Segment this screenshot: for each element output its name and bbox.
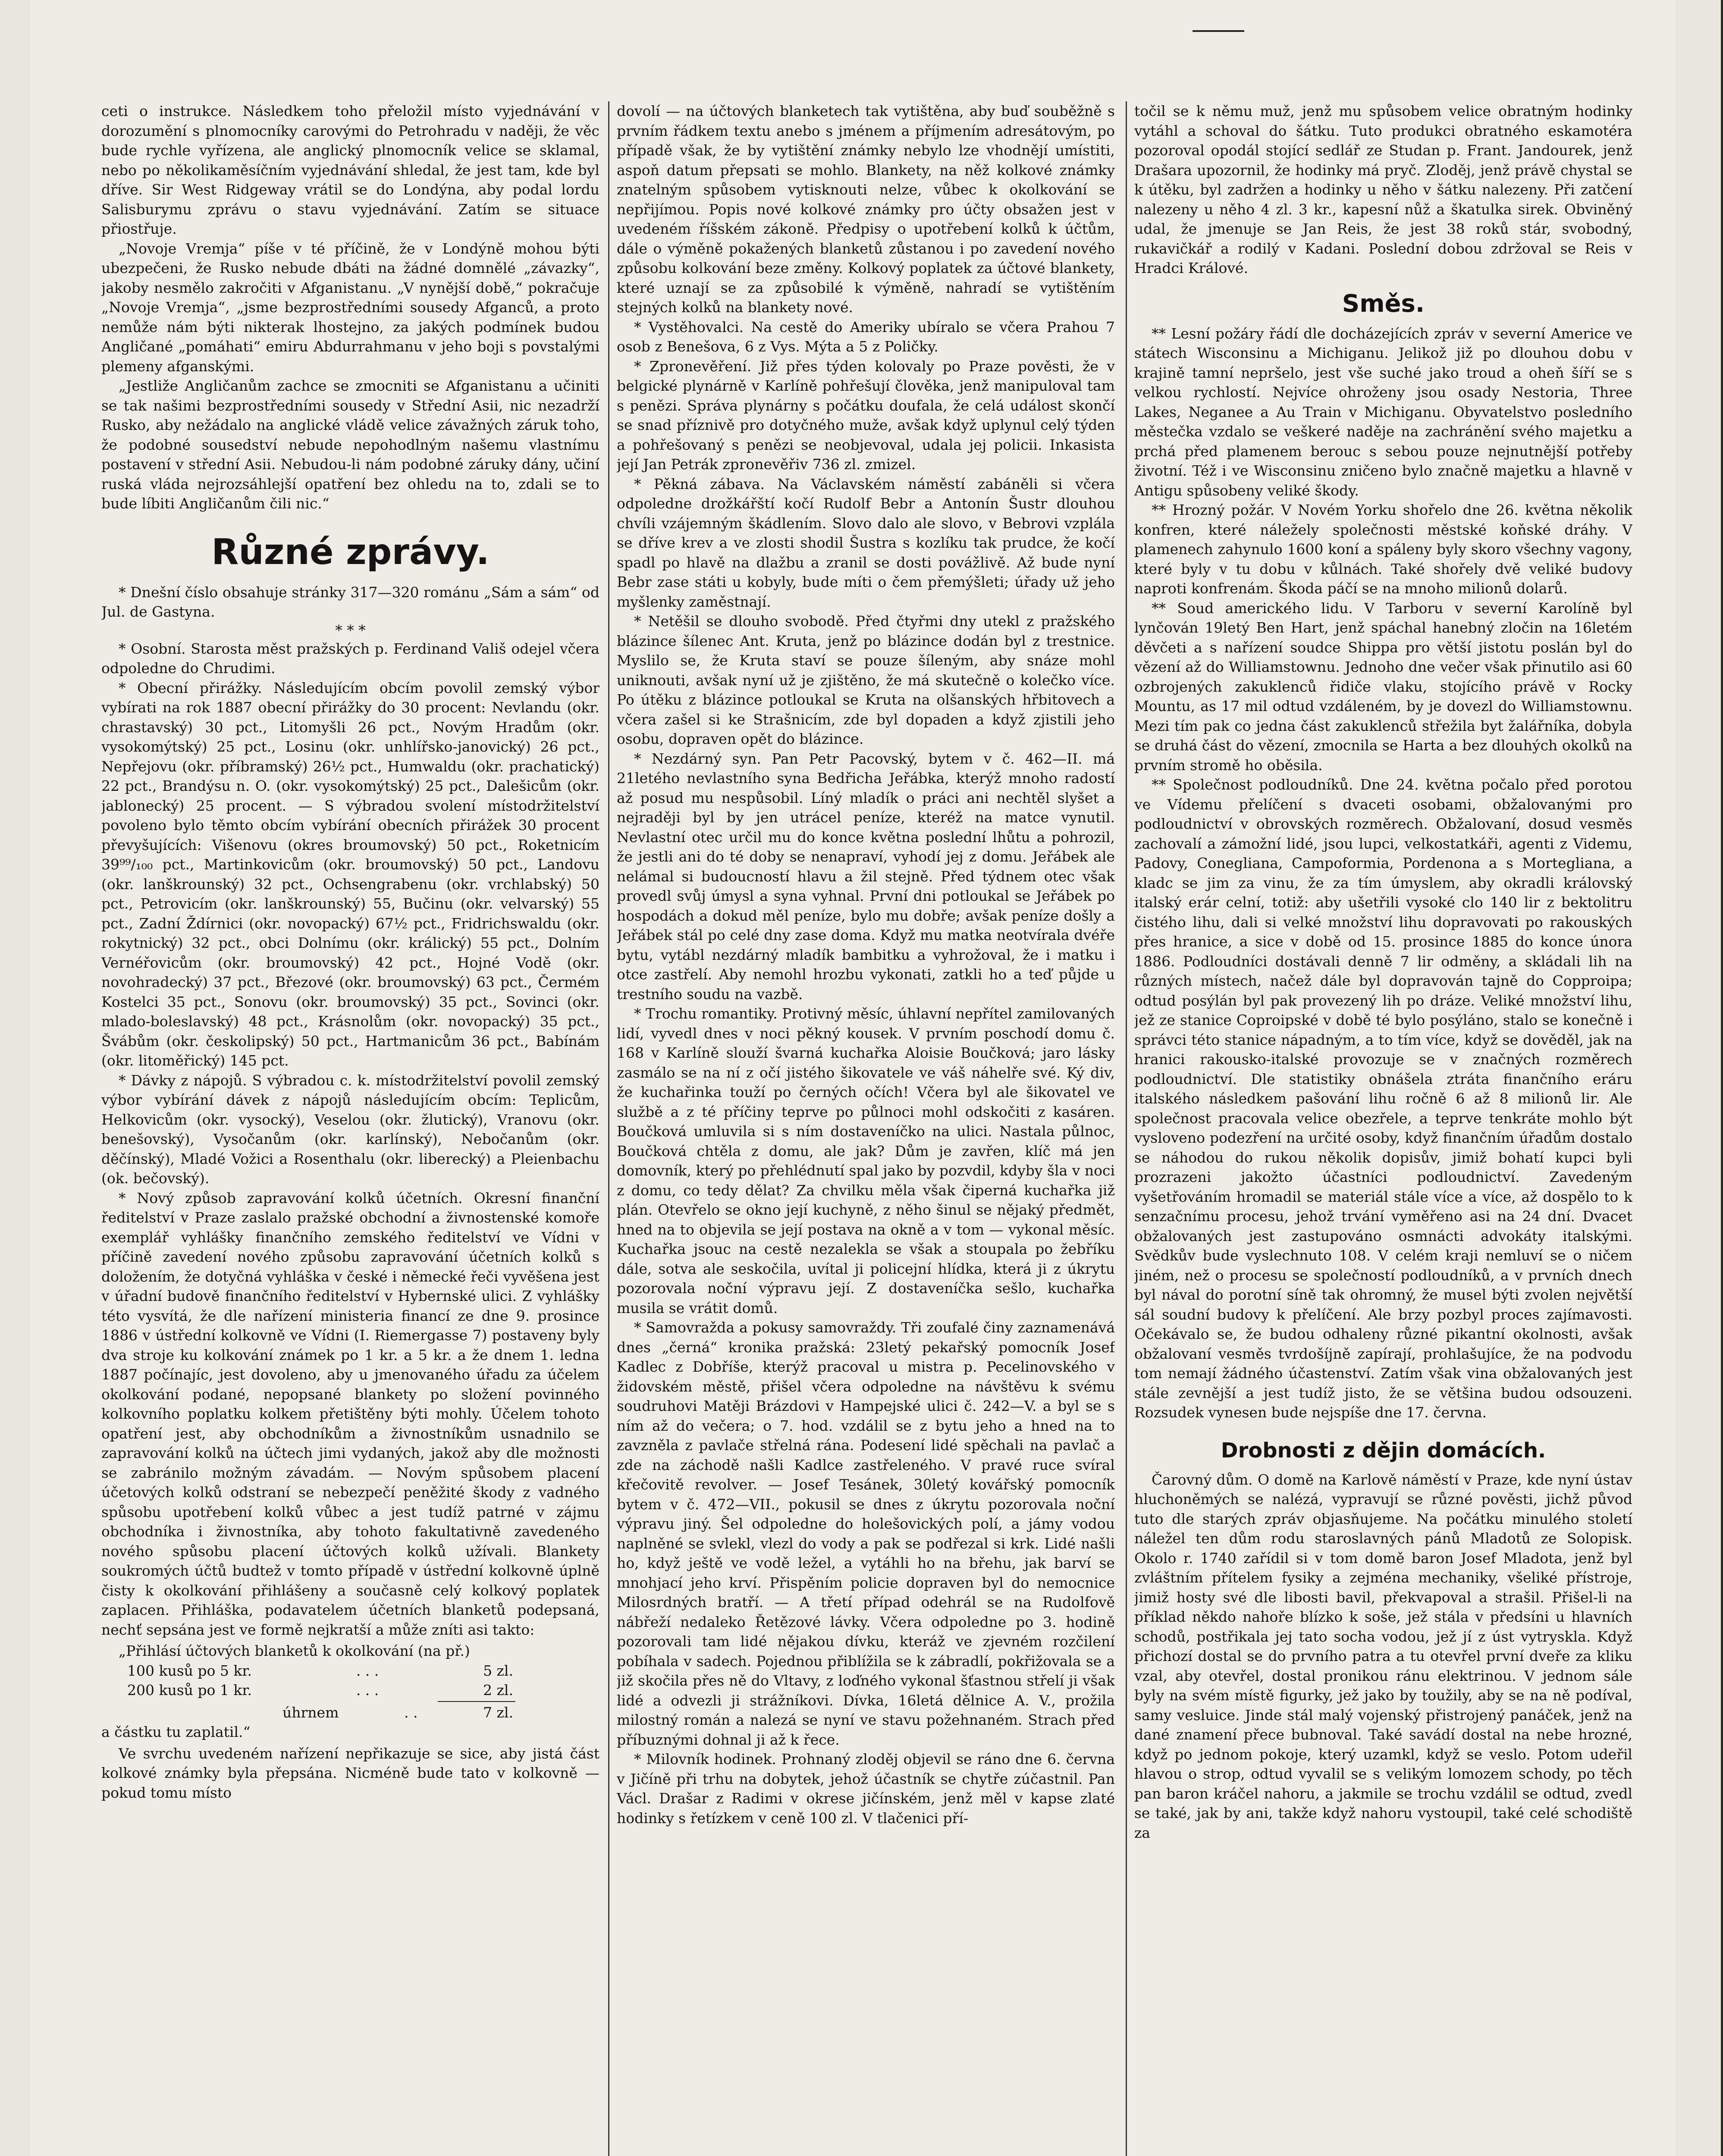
row-dots: . . . (356, 1682, 379, 1698)
separator-stars: * * * (335, 621, 366, 639)
column-divider (608, 101, 609, 2156)
paragraph: ceti o instrukce. Následkem toho přeložil místo vyjednávání v dorozumění s plnomocníky carovými do Petrohradu v naději, že věc bude rychle vyřízena, ale anglický plnomocník velice se sklamal, nebo po několikaměsíčním vyjednávání shledal, že jest tam, kde byl dříve. Sir West Ridgeway vrátil se do Londýna, aby podal lordu Salisburymu zprávu o stavu vyjednávání. Zatím se situace přiostřuje. (101, 103, 599, 237)
section-heading-smes: Směs. (1342, 289, 1425, 318)
page-edge (1721, 0, 1723, 2156)
row-value: 5 zl. (483, 1662, 513, 1679)
intro-note: * Dnešní číslo obsahuje stránky 317—320 románu „Sám a sám“ od Jul. de Gastyna. (101, 583, 599, 620)
news-item: ** Hrozný požár. V Novém Yorku shořelo dne 26. května několik konfren, které náležely společnosti městské koňské dráhy. V plamenech zahynulo 1600 koní a spáleny byly skoro všechny vagony, které byly v tu dobu v kůlnách. Také shořely dvě veliké budovy naproti konfrenám. Škoda páčí se na mnoho milionů dolarů. (1134, 501, 1632, 597)
news-item: * Nezdárný syn. Pan Petr Pacovský, bytem v č. 462—II. má 21letého nevlastního syna Bedřicha Jeřábka, kterýž mnoho radostí až posud mu nespůsobil. Líný mladík o práci ani nechtěl slyšet a nejraději byl by jen utrácel peníze, kteréž na matce vynutil. Nevlastní otec určil mu do konce května poslední lhůtu a pohrozil, že jestli ani do té doby se nenapraví, vyhodí jej z domu. Jeřábek ale nelámal si budoucností hlavu a žil stejně. Před týdnem otec však provedl svůj úmysl a syna vyhnal. První dni potloukal se Jeřábek po hospodách a dokud měl peníze, bylo mu dobře; avšak peníze došly a Jeřábek stál po celé dny zase doma. Když mu matka neotvírala dvéře bytu, vytábl nezdárný mladík bambitku a vyhrožoval, že i matku i otce zastřelí. Aby nemohl hrozbu vykonati, zatkli ho a teď půjde u trestního soudu na vazbě. (617, 750, 1115, 1003)
table-row (101, 1661, 599, 1681)
news-item: * Dávky z nápojů. S výbradou c. k. místodržitelství povolil zemský výbor vybírání dávek z nápojů následujícím obcím: Teplicům, Helkovicům (okr. vysocký), Veselou (okr. žlutický), Vranovu (okr. benešovský), Vysočanům (okr. karlínský), Nebočanům (okr. děčínský), Mladé Vožici a Rosenthalu (okr. liberecký) a Pleienbachu (ok. bečovský). (101, 1072, 599, 1187)
column-3 (1134, 101, 1632, 2156)
news-item: * Milovník hodinek. Prohnaný zloděj objevil se ráno dne 6. června v Jičíně při trhu na dobytek, jehož účastník se chytře zúčastnil. Pan Václ. Drašar z Radimi v okrese jičínském, jenž měl v kapse zlaté hodinky s řetízkem v ceně 100 zl. V tlačenici pří- (617, 1751, 1115, 1827)
news-item: * Obecní přirážky. Následujícím obcím povolil zemský výbor vybírati na rok 1887 obecní přirážky do 30 procent: Nevlandu (okr. chrastavský) 30 pct., Litomyšli 26 pct., Novým Hradům (okr. vysokomýtský) 25 pct., Losinu (okr. unhlířsko-janovický) 26 pct., Nepřejovu (okr. příbramský) 26½ pct., Humwaldu (okr. prachatický) 22 pct., Brandýsu n. O. (okr. vysokomýtský) 25 pct., Dalešicům (okr. jablonecký) 25 procent. — S výbradou svolení místodržitelství povoleno bylo těmto obcím vybírání obecních přirážek 30 procent převyšujících: Višenovu (okres broumovský) 50 pct., Roketnicím 39⁹⁹/₁₀₀ pct., Martinkovicům (okr. broumovský) 50 pct., Landovu (okr. lanškrounský) 32 pct., Ochsengrabenu (okr. vrchlabský) 50 pct., Petrovicím (okr. lanškrounský) 55, Bučinu (okr. velvarský) 55 pct., Zadní Ždírnici (okr. novopacký) 67½ pct., Fridrichswaldu (okr. rokytnický) 32 pct., obci Dolnímu (okr. králický) 55 pct., Dolním Vernéřovicům (okr. broumovský) 42 pct., Hojné Vodě (okr. novohradecký) 37 pct., Březové (okr. broumovský) 63 pct., Čermém Kostelci 35 pct., Sonovu (okr. broumovský) 35 pct., Sovinci (okr. mlado-boleslavský) 48 pct., Krásnolům (okr. novopacký) 35 pct., Švábům (okr. českolipský) 50 pct., Hartmanicům 36 pct., Babínám (okr. litoměřický) 145 pct. (101, 679, 599, 1069)
news-item: * Zpronevěření. Již přes týden kolovaly po Praze pověsti, že v belgické plynárně v Karlíně pohřešují člověka, jenž manipuloval tam s penězi. Správa plynárny s počátku doufala, že celá událost skončí se snad příznivě pro dotyčného muže, avšak když uplynul celý týden a pohřešovaný s penězi se neobjevoval, udala jej policii. Inkasista její Jan Petrák zpronevěřiv 736 zl. zmizel. (617, 357, 1115, 473)
table-title: „Přihlásí účtových blanketů k okolkování (na př.) (119, 1642, 470, 1659)
news-item: ** Společnost podloudníků. Dne 24. května počalo před porotou ve Vídemu přelíčení s dvaceti osobami, obžalovanými pro podloudnictví v obrovských rozměrech. Obžalovaní, dosud vesměs zachovalí a zámožní lidé, jsou lupci, velkostatkáři, agenti z Videmu, Padovy, Conegliana, Campoformia, Pordenona a s Morteglianа, a kladc se jim za vinu, že za tím úmyslem, aby okradli královský italský erár celní, totiž: aby ušetřili vysoké clo 140 lir z bektolitru čistého lihu, dali si velké množství lihu dopravovati po rakouských přes hranice, a sice v době od 15. prosince 1885 do konce února 1886. Podloudníci dostávali denně 7 lir odměny, a skládali lih na různých místech, načež dále byl dopravován tajně do Copproipa; odtud posýlán byl pak provezený lih po dráze. Veliké množství lihu, jež ze stanice Coproipské v době té bylo posýláno, stalo se konečně i správci této stanice nápadným, a to tím více, když se dověděl, jak na hranici rakousko-italské provozuje se v značných rozměrech podloudnictví. Dle statistiky obnášela ztráta finančního eráru italského následkem pašování lihu ročně 6 až 8 milionů lir. Ale společnost pracovala velice obezřele, a teprve tenkráte mohlo být vysloveno podezření na určité osoby, když finančním úřadům dostalo se náhodou do rukou několik dopisův, jimiž bohatí kupci byli prozrazeni jakožto účastníci podloudnictví. Zavedeným vyšetřováním hromadil se materiál stále více a více, až dospělo to k senzačnímu procesu, jehož trvání vyměřeno asi na 24 dní. Dvacet obžalovaných jest zastupováno osmnácti advokáty italskými. Svědkův bude vyslechnuto 108. V celém kraji nemluví se o ničem jiném, než o procesu se společností podloudníků, a v prvních dnech byl nával do porotní síně tak ohromný, že musel býti zvolen největší sál soudní budovy k přelíčení. Ale brzy pozbyl proces zajímavosti. Očekávalo se, že budou odhaleny různé pikantní okolnosti, avšak obžalovaní vesměs tvrdošíjně zapírají, prohlašujíce, že na podvodu tom nemají žádného účastenství. Zatím však vina obžalovaných jest stále zevnější a jest tudíž jisto, že se většina budou odsouzeni. Rozsudek vynesen bude nejspíše dne 17. června. (1134, 776, 1632, 1421)
section-heading-ruzne-zpravy: Různé zprávy. (211, 531, 490, 573)
row-label: 200 kusů po 1 kr. (127, 1682, 252, 1698)
table-total (101, 1703, 599, 1723)
header-rule (1193, 30, 1244, 32)
paragraph: dovolí — na účtových blanketech tak vytištěna, aby buď souběžně s prvním řádkem textu anebo s jménem a příjmením adresátovým, po případě však, že by vytištění známky nebylo lze vhodnějí umístiti, aspoň datum přepsati se mohlo. Blankety, na něž kolkové známky znatelným spůsobem vytisknouti nelze, vůbec k okolkování se nepřijímou. Popis nové kolkové známky pro účty obsažen jest v uvedeném říšském zákoně. Předpisy o upotřebení kolků k účtům, dále o výměně pokažených blanketů zůstanou i po zavedení nového způsobu kolkování beze změny. Kolkový poplatek za účtové blankety, které uznají se za způsobilé k výměně, nahradí se vytištěním stejných kolků na blankety nové. (617, 103, 1115, 316)
column-2 (617, 101, 1115, 2156)
news-item: * Trochu romantiky. Protivný měsíc, úhlavní nepřítel zamilovaných lidí, vyvedl dnes v noci pěkný kousek. V prvním poschodí domu č. 168 v Karlíně slouží švarná kuchařka Aloisie Boučková; jaro lásky zasmálo se na ní z očí jistého šikovatele ve váš náhelře své. Ký div, že kuchařinka touží po černých očích! Včera byl ale šikovatel ve službě a z té příčiny teprve po půlnoci mohl odskočiti z kasáren. Boučková umluvila si s ním dostaveníčko na ulici. Nastala půlnoc, Boučková chtěla z domu, ale jak? Dům je zavřen, klíč má jen domovník, který po přehlédnutí spal jako by pozvdil, kdyby šla v noci z domu, co tedy dělat? Za chvilku měla však čiperná kuchařka již plán. Otevřelo se okno její kuchyně, z něho šinul se nějaký předmět, hned na to objevila se její postava na okně a v tom — vykonal měsíc. Kuchařka jsouc na cestě nezalekla se však a stoupala po žebříku dále, sotva ale seskočila, uvítal ji policejní hlídka, která ji z úkrytu pozorovala noční výpravu její. Z dostaveníčka sešlo, kuchařka musila se vrátit domů. (617, 1005, 1115, 1316)
total-label: úhrnem (282, 1704, 339, 1721)
row-dots: . . . (356, 1662, 379, 1679)
news-item: * Vystěhovalci. Na cestě do Ameriky ubíralo se včera Prahou 7 osob z Benešova, 6 z Vys. Mýta a 5 z Poličky. (617, 318, 1115, 355)
news-item: * Osobní. Starosta měst pražských p. Ferdinand Vališ odejel včera odpoledne do Chrudimi. (101, 640, 599, 677)
table-row (101, 1680, 599, 1700)
paragraph: „Novoje Vremja“ píše v té příčině, že v Londýně mohou býti ubezpečeni, že Rusko nebude dbáti na žádné domnělé „závazky“, jakoby nesmělo zakročiti v Afganistanu. „V nynější době,“ pokračuje „Novoje Vremja“, „jsme bezprostředními sousedy Afganců, a proto nemůže nám býti nikterak lhostejno, za jakých podmínek budou Angličané „pomáhati“ emiru Abdurrahmanu v jeho boji s povstalými plemeny afganskými. (101, 240, 599, 375)
paragraph: „Jestliže Angličanům zachce se zmocniti se Afganistanu a učiniti se tak našimi bezprostředními sousedy v Střední Asii, nic nezadrží Rusko, aby nežádalo na anglické vládě velice závažných záruk toho, že podobné sousedství nebude nepohodlným našemu vlastnímu postavení v střední Asii. Nebudou-li nám podobné záruky dány, učiní ruská vláda nejrozsáhlejší opatření bez ohledu na to, zdali se to bude líbiti Angličanům čili nic.“ (101, 377, 599, 512)
paragraph: Čarovný dům. O domě na Karlově náměstí v Praze, kde nyní ústav hluchoněmých se nalézá, vypravují se různé pověsti, jichž původ tuto dle starých zpráv objasňujeme. Na počátku minulého století náležel ten dům rodu staroslavných pánů Mladotů ze Solopisk. Okolo r. 1740 zařídil si v tom domě baron Josef Mladota, jenž byl zvláštním přítelem fysiky a zejména mechaniky, všeliké přístroje, jimiž hosty své dle libosti bavil, překvapoval a strašil. Přišel-li na příklad někdo nahoře blízko k soše, jež stála v předsíni u hlavních schodů, postřikala jej tato socha vodou, jež jí z úst vytryskla. Když přichozí dostal se do prvního patra a tu otevřel první dveře za kliku vzal, aby otevřel, dostal pronikou ránu elektrinou. V jednom sále byly na svém místě figurky, jež jako by toužily, aby se na ně podíval, samy vesluice. Jinde stál malý vojenský přistrojený panáček, jenž na dané znamení přece bubnoval. Také savádí dostal na nebe hrozné, když po jednom pokoje, který uzamkl, když se veslo. Potom udeřil hlavou o strop, odtud vyvalil se s velikým lomozem schody, po těch pan baron kráčel nahoru, a jakmile se trochu vzdálil se odtud, zvedl se také, jak by ani, takže když nahoru vystoupil, také celé schodiště za (1134, 1471, 1632, 1841)
text-columns (101, 101, 1632, 2156)
total-value: 7 zl. (483, 1704, 513, 1721)
news-item: ** Soud amerického lidu. V Tarboru v severní Karolíně byl lynčován 19letý Ben Hart, jenž spáchal hanebný zločin na 16letém děvčeti a s nařízení soudce Shippa pro větší jistotu poslán byl do vězení až do Williamstownu. Jednoho dne večer však přinutilo asi 60 ozbrojených zakuklenců řidiče vlaku, stojícího právě v Rocky Mountu, as 17 mil odtud vzdáleném, by je dovezl do Williamstownu. Mezi tím pak co jedna část zakuklenců střežila byt žalářníka, dobyla se druhá část do vězení, zmocnila se Harta a bez dlouhých okolků na prvním stromě ho oběsila. (1134, 599, 1632, 774)
column-divider (1126, 101, 1127, 2156)
row-value: 2 zl. (483, 1682, 513, 1698)
news-item: * Samovražda a pokusy samovraždy. Tři zoufalé činy zaznamenává dnes „černá“ kronika pražská: 23letý pekařský pomocník Josef Kadlec z Dobříše, kterýž pracoval u mistra p. Pecelinovského v židovském městě, přišel včera odpoledne na návštěvu k svému soudruhovi Matěji Brázdovi v Hampejské ulici č. 242—V. a byl se s ním až do večera; o 7. hod. vzdálil se z bytu jeho a hned na to zavzněla z pavlače střelná rána. Podesení lidé spěchali na pavlač a zde na záchodě našli Kadlce zastřeleného. V pravé ruce svíral křečovitě revolver. — Josef Tesánek, 30letý kovářský pomocník bytem v č. 472—VII., pokusil se dnes z úkrytu pozorovala noční výpravu jiný. Šel odpoledne do holešovických polí, a jámy vodou naplněné se svlekl, vlezl do vody a pak se podřezal si krk. Lidé našli ho, když ještě ve vodě ležel, a vytáhli ho na břehu, jak barví se mnohjací jeho krví. Přispěním policie dopraven byl do nemocnice Milosrdných bratří. — A třetí případ odehrál se na Rudolfově nábřeží nedaleko Řetězové lávky. Včera odpoledne po 3. hodině pozorovali tam lidé nějakou dívku, kteráž ve zjevném rozčilení pobíhala v sadech. Pojednou přiblížila se k zábradlí, pokřižovala se a již skočila přes ně do Vltavy, z loďného vykonal šťastnou střelí ji však lidé a odvezli ji strážníkovi. Dívka, 16letá dělnice A. V., prožila milostný román a nalezá se nyní ve stavu požehnaném. Strach před příbuznými dohnal ji až k řece. (617, 1319, 1115, 1748)
news-item: * Netěšil se dlouho svobodě. Před čtyřmi dny utekl z pražského blázince šílenec Ant. Kruta, jenž po blázince dodán byl z trestnice. Myslilo se, že Kruta staví se pouze šíleným, aby snáze mohl uniknouti, avšak nyní už je zjištěno, že má skutečně o kolečko více. Po útěku z blázince potloukal se Kruta na olšanských hřbitovech a včera zašel si ke Strašnicím, zde byl dopaden a když zjistili jeho osobu, dopraven opět do blázince. (617, 613, 1115, 747)
paragraph: Ve svrchu uvedeném nařízení nepřikazuje se sice, aby jistá část kolkové známky byla přepsána. Nicméně bude tato v kolkovně — pokud tomu místo (101, 1745, 599, 1801)
news-item: * Nový způsob zapravování kolků účetních. Okresní finanční ředitelství v Praze zaslalo pražské obchodní a živnostenské komoře exemplář vyhlášky finančního zemského ředitelství ve Vídni v příčině zavedení nového způsobu zapravování účetních kolků s doložením, že dotyčná vyhláška v české i německé řeči vyvěšena jest v úřadní budově finančního ředitelství v Hybernské ulici. Z vyhlášky této vysvítá, že dle nařízení ministeria financí ze dne 9. prosince 1886 v ústřední kolkovně ve Vídni (I. Riemergasse 7) postaveny byly dva stroje ku kolkování známek po 1 kr. a 5 kr. a že dnem 1. ledna 1887 počínajíc, jest dovoleno, aby u jmenovaného úřadu za účelem okolkování podané, nepopsané blankety po složení povinného kolkovního poplatku kolkem přetištěny býti mohly. Účelem tohoto opatření jest, aby obchodníkům a živnostníkům usnadnilo se zapravování kolků na účtech jimi vydaných, jakož aby dle možnosti se zabránilo možným závadám. — Novým spůsobem placení účetových kolků odstraní se nebezpečí peněžité škody z vadného spůsobu upotřebení kolků vůbec a jest tudíž patrné v zájmu obchodníka i živnostníka, aby tohoto fakultativně zavedeného nového spůsobu placení účtových kolků užívali. Blankety soukromých účtů budtež v tomto případě v ústřední kolkovně úplně čisty k okolkování přihlášeny a současně celý kolkový poplatek zaplacen. Přihláška, podavatelem účetních blanketů podepsaná, nechť sepsána jest ve formě nejkratší a může zníti asi takto: (101, 1189, 599, 1638)
news-item: * Pěkná zábava. Na Václavském náměstí zabáněli si včera odpoledne drožkářští kočí Rudolf Bebr a Antonín Šustr dlouhou chvíli vzájemným škádlením. Slovo dalo ale slovo, v Bebrovi vzplála se dříve krev a ve zlosti shodil Šustra s kozlíku tak prudce, že kočí spadl po hlavě na dlažbu a zranil se dosti povážlivě. Až bude nyní Bebr zase státi u kobyly, bude míti o čem přemýšleti; úřady už jeho myšlenky zaměstnají. (617, 475, 1115, 610)
paragraph: točil se k němu muž, jenž mu spůsobem velice obratným hodinky vytáhl a schoval do šátku. Tuto produkci obratného eskamotéra pozoroval opodál stojící sedlář ze Studan p. Frant. Jandourek, jenž Drašara upozornil, že hodinky má pryč. Zloděj, jenž právě chystal se k útěku, byl zadržen a hodinky u něho v šátku nalezeny. Při zatčení nalezeny u něho 4 zl. 3 kr., kapesní nůž a škatulka sirek. Obviněný udal, že jmenuje se Jan Reis, že jest 38 roků stár, svobodný, rukavičkář a rodilý v Kadani. Poslední dobou zdržoval se Reis v Hradci Králové. (1134, 103, 1632, 276)
table-after: a částku tu zaplatil.“ (101, 1724, 251, 1740)
section-heading-drobnosti: Drobnosti z dějin domácích. (1221, 1438, 1546, 1463)
column-1 (101, 101, 599, 2156)
stamp-table (101, 1641, 599, 1742)
row-label: 100 kusů po 5 kr. (127, 1662, 252, 1679)
sum-rule (438, 1701, 515, 1702)
news-item: ** Lesní požáry řádí dle docházejících zpráv v severní Americe ve státech Wisconsinu a Michiganu. Jelikož již po dlouhou dobu v krajině tamní nepršelo, jest vše suché jako troud a oheň šíří se s velkou rychlostí. Nejvíce ohroženy jsou osady Nestoria, Three Lakes, Neganee a Au Train v Michiganu. Obyvatelstvo posledního městečka vzdalo se veškeré naděje na zachránění svého majetku a prchá před plamenem berouc s sebou pouze nejnutnější potřeby životní. Též i ve Wisconsinu zničeno bylo značně majetku a hlavně v Antigu spůsobeny veliké škody. (1134, 325, 1632, 499)
total-dots: . . (404, 1704, 418, 1721)
